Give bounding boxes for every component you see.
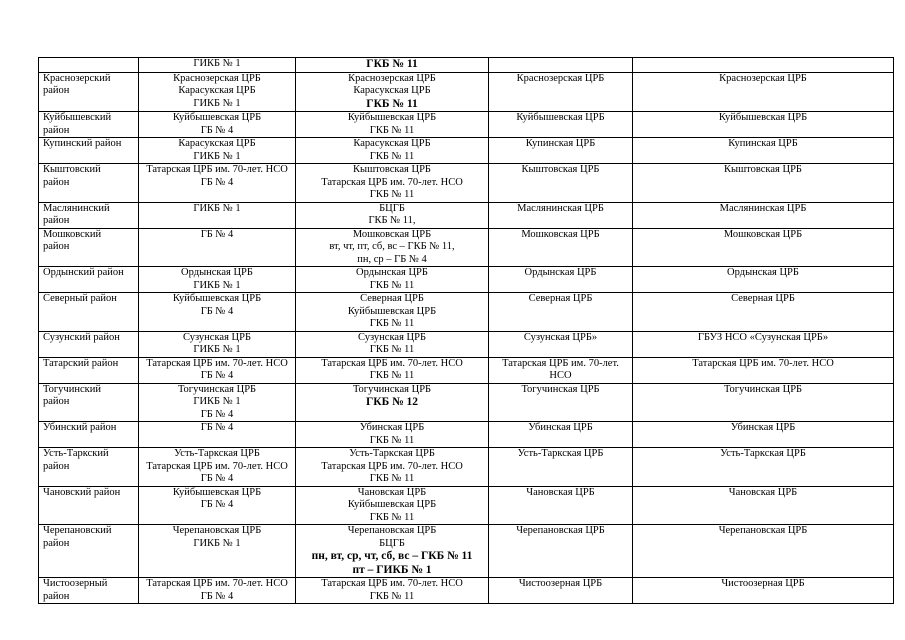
column-5-cell [633,164,894,203]
column-5-cell [633,357,894,383]
column-4-cell [489,525,633,578]
cell-line: Усть-Таркская ЦРБ [349,448,435,459]
district-cell [39,58,139,73]
cell-line: Куйбышевская ЦРБ [718,112,808,123]
cell-line: Куйбышевская ЦРБ [347,112,437,123]
cell-line: Карасукская ЦРБ [353,138,431,149]
column-3-cell [296,383,489,422]
cell-line: Чистоозерная ЦРБ [518,578,603,589]
column-3-cell [296,357,489,383]
cell-line: Мошковская ЦРБ [521,228,600,240]
column-5-cell [633,383,894,422]
column-4-cell [489,112,633,138]
cell-line: пт – ГИКБ № 1 [352,563,432,576]
column-5-cell [633,578,894,604]
cell-line: ГБ № 4 [200,422,234,433]
table-row [39,202,894,228]
cell-line: Мошковская ЦРБ [352,228,432,240]
cell-line: район [43,537,70,549]
column-4-cell [489,202,633,228]
cell-line: Краснозерский [43,72,111,84]
cell-line: ГИКБ № 1 [193,279,241,291]
column-3-cell [296,486,489,525]
cell-line: ГИКБ № 1 [193,396,241,407]
column-5-cell [633,331,894,357]
cell-line: Куйбышевская ЦРБ [172,112,262,123]
cell-line: Сузунская ЦРБ [358,331,426,343]
column-2-cell [139,138,296,164]
table-row [39,383,894,422]
cell-line: Татарская ЦРБ им. 70-лет. НСО [146,578,288,589]
column-3-cell [296,72,489,112]
table-row [39,228,894,267]
column-2-cell [139,267,296,293]
column-4-cell [489,486,633,525]
cell-line: БЦГБ [379,537,405,549]
cell-line: район [43,590,70,602]
district-cell [39,228,139,267]
cell-line: Куйбышевская ЦРБ [347,305,437,317]
cell-line: ГБ № 4 [200,370,234,381]
column-4-cell [489,164,633,203]
cell-line: ГИКБ № 1 [193,97,241,109]
cell-line: Ордынская ЦРБ [356,267,428,278]
cell-line: Куйбышевский [43,112,112,123]
cell-line: ГКБ № 11 [369,150,415,162]
cell-line: Черепановская ЦРБ [347,525,437,536]
cell-line: Татарская ЦРБ им. 70-лет. НСО [321,460,463,472]
district-cell [39,357,139,383]
column-5-cell [633,293,894,332]
cell-line: Кыштовская ЦРБ [724,164,802,175]
cell-line: Тогучинский [43,383,101,395]
cell-line: НСО [549,370,572,381]
column-5-cell [633,422,894,448]
cell-line: ГКБ № 11 [369,124,415,136]
cell-line: Краснозерская ЦРБ [719,72,807,84]
district-cell [39,331,139,357]
table-body [39,58,894,604]
column-2-cell [139,486,296,525]
cell-line: Купинская ЦРБ [525,138,596,149]
cell-line: ГКБ № 11 [369,473,415,484]
cell-line: Черепановский [43,525,112,536]
column-2-cell [139,578,296,604]
cell-line: ГБ № 4 [200,305,234,317]
cell-line: Купинская ЦРБ [728,138,798,149]
cell-line: Маслянинский [43,202,110,214]
cell-line: район [43,85,70,96]
cell-line: Карасукская ЦРБ [178,85,256,96]
table-row [39,331,894,357]
cell-line: ГКБ № 11 [369,370,415,381]
district-cell [39,525,139,578]
cell-line: ГИКБ № 1 [193,58,241,69]
cell-line: Куйбышевская ЦРБ [172,486,262,498]
cell-line: район [43,396,70,407]
table-row [39,525,894,578]
cell-line: ГБ № 4 [200,408,234,420]
cell-line: пн, вт, ср, чт, сб, вс – ГКБ № 11 [311,550,473,562]
cell-line: ГКБ № 11 [366,97,418,110]
cell-line: Татарская ЦРБ им. 70-лет. НСО [692,357,834,369]
column-4-cell [489,138,633,164]
cell-line: Маслянинская ЦРБ [517,202,604,214]
cell-line: Краснозерская ЦРБ [173,72,261,84]
cell-line: Тогучинская ЦРБ [723,383,803,395]
cell-line: Татарская ЦРБ им. 70-лет. НСО [146,357,288,369]
column-4-cell [489,578,633,604]
table-row [39,164,894,203]
cell-line: ГИКБ № 1 [193,150,241,162]
column-2-cell [139,202,296,228]
column-4-cell [489,448,633,487]
column-4-cell [489,72,633,112]
hospital-routing-table [38,57,894,604]
district-cell [39,138,139,164]
cell-line: ГБ № 4 [200,228,234,240]
cell-line: Кыштовская ЦРБ [353,164,431,175]
cell-line: ГБ № 4 [200,176,234,188]
column-4-cell [489,331,633,357]
cell-line: ГКБ № 11 [369,344,415,355]
cell-line: Татарская ЦРБ им. 70-лет. [502,357,619,369]
cell-line: ГКБ № 11 [369,189,415,200]
cell-line: Северный район [43,293,117,304]
column-4-cell [489,357,633,383]
cell-line: Маслянинская ЦРБ [719,202,807,214]
cell-line: вт, чт, пт, сб, вс – ГКБ № 11, [329,241,455,252]
cell-line: район [43,215,70,226]
column-3-cell [296,58,489,73]
cell-line: Кыштовский [43,164,101,175]
cell-line: Черепановская ЦРБ [172,525,262,536]
column-4-cell [489,293,633,332]
cell-line: Ордынская ЦРБ [181,267,253,278]
district-cell [39,578,139,604]
table-row [39,112,894,138]
column-3-cell [296,112,489,138]
cell-line: ГИКБ № 1 [193,344,241,355]
cell-line: Куйбышевская ЦРБ [172,293,262,304]
district-cell [39,112,139,138]
column-2-cell [139,164,296,203]
column-2-cell [139,448,296,487]
cell-line: Чановская ЦРБ [728,486,798,498]
cell-line: Усть-Таркская ЦРБ [720,448,806,459]
cell-line: Сузунская ЦРБ [183,331,251,343]
district-cell [39,72,139,112]
cell-line: Карасукская ЦРБ [178,138,256,149]
cell-line: Кыштовская ЦРБ [521,164,600,175]
cell-line: Чистоозерный [43,578,108,589]
cell-line: Северная ЦРБ [360,293,424,304]
cell-line: ГКБ № 11 [366,58,418,70]
cell-line: ГИКБ № 1 [193,537,241,549]
column-3-cell [296,422,489,448]
column-5-cell [633,72,894,112]
cell-line: ГБ № 4 [200,473,234,484]
cell-line: Северная ЦРБ [528,293,593,304]
cell-line: Татарская ЦРБ им. 70-лет. НСО [321,357,463,369]
cell-line: пн, ср – ГБ № 4 [357,253,427,265]
cell-line: Чановская ЦРБ [526,486,595,498]
cell-line: ГБ № 4 [200,124,234,136]
column-2-cell [139,293,296,332]
cell-line: Тогучинская ЦРБ [521,383,600,395]
column-4-cell [489,58,633,73]
cell-line: Убинский район [43,422,117,433]
column-5-cell [633,486,894,525]
cell-line: Карасукская ЦРБ [353,85,431,96]
district-cell [39,293,139,332]
column-3-cell [296,293,489,332]
column-4-cell [489,383,633,422]
column-5-cell [633,138,894,164]
table-row [39,138,894,164]
column-2-cell [139,525,296,578]
column-2-cell [139,58,296,73]
column-4-cell [489,267,633,293]
cell-line: Убинская ЦРБ [359,422,425,433]
cell-line: Чистоозерная ЦРБ [721,578,805,589]
cell-line: Ордынский район [43,267,124,278]
cell-line: ГКБ № 11, [368,215,416,226]
cell-line: Усть-Таркский [43,448,109,459]
cell-line: ГКБ № 11 [369,511,415,523]
cell-line: БЦГБ [379,202,405,214]
column-2-cell [139,422,296,448]
table-row [39,267,894,293]
cell-line: Черепановская ЦРБ [516,525,605,536]
table-row [39,422,894,448]
column-2-cell [139,228,296,267]
district-cell [39,383,139,422]
cell-line: Тогучинская ЦРБ [177,383,257,395]
column-5-cell [633,525,894,578]
cell-line: Ордынская ЦРБ [524,267,597,278]
cell-line: Сузунский район [43,331,120,343]
column-3-cell [296,164,489,203]
column-2-cell [139,72,296,112]
cell-line: Чановский район [43,486,121,498]
cell-line: ГБ № 4 [200,499,234,510]
column-5-cell [633,267,894,293]
column-5-cell [633,58,894,73]
district-cell [39,164,139,203]
column-5-cell [633,202,894,228]
cell-line: ГИКБ № 1 [193,202,241,214]
cell-line: Татарская ЦРБ им. 70-лет. НСО [321,578,463,589]
cell-line: район [43,124,70,136]
cell-line: Татарская ЦРБ им. 70-лет. НСО [146,460,288,472]
cell-line: ГКБ № 11 [369,434,415,446]
cell-line: ГКБ № 11 [369,590,415,602]
cell-line: Северная ЦРБ [731,293,795,304]
cell-line: Усть-Таркская ЦРБ [174,448,260,459]
cell-line: Татарская ЦРБ им. 70-лет. НСО [321,176,463,188]
cell-line: Куйбышевская ЦРБ [347,499,437,510]
column-5-cell [633,448,894,487]
column-2-cell [139,383,296,422]
column-2-cell [139,331,296,357]
column-3-cell [296,331,489,357]
district-cell [39,422,139,448]
district-cell [39,202,139,228]
column-4-cell [489,422,633,448]
column-3-cell [296,267,489,293]
cell-line: Усть-Таркская ЦРБ [517,448,604,459]
cell-line: район [43,460,70,472]
cell-line: Купинский район [43,138,122,149]
column-3-cell [296,578,489,604]
district-cell [39,486,139,525]
district-cell [39,267,139,293]
cell-line: Краснозерская ЦРБ [348,72,436,84]
cell-line: район [43,241,70,252]
cell-line: Татарский район [43,357,119,369]
cell-line: ГБ № 4 [200,590,234,602]
cell-line: Чановская ЦРБ [357,486,427,498]
cell-line: Куйбышевская ЦРБ [516,112,605,123]
column-5-cell [633,228,894,267]
cell-line: Убинская ЦРБ [730,422,796,433]
table-row [39,448,894,487]
column-2-cell [139,357,296,383]
cell-line: ГКБ № 11 [369,318,415,329]
table-row [39,72,894,112]
cell-line: район [43,176,70,188]
column-3-cell [296,138,489,164]
cell-line: Ордынская ЦРБ [727,267,799,278]
table-row [39,486,894,525]
cell-line: Мошковский [43,228,102,240]
table-row [39,357,894,383]
cell-line: Татарская ЦРБ им. 70-лет. НСО [146,164,288,175]
table-row [39,293,894,332]
cell-line: ГКБ № 11 [369,279,415,291]
cell-line: Сузунская ЦРБ» [523,331,598,343]
district-cell [39,448,139,487]
cell-line: ГБУЗ НСО «Сузунская ЦРБ» [697,331,829,343]
column-3-cell [296,202,489,228]
column-3-cell [296,525,489,578]
cell-line: Убинская ЦРБ [528,422,593,433]
cell-line: Краснозерская ЦРБ [516,72,605,84]
cell-line: Черепановская ЦРБ [718,525,808,536]
column-4-cell [489,228,633,267]
table-row [39,58,894,73]
column-5-cell [633,112,894,138]
cell-line: Тогучинская ЦРБ [352,383,432,395]
table-row [39,578,894,604]
column-2-cell [139,112,296,138]
column-3-cell [296,228,489,267]
column-3-cell [296,448,489,487]
cell-line: ГКБ № 12 [365,396,419,408]
cell-line: Мошковская ЦРБ [723,228,803,240]
